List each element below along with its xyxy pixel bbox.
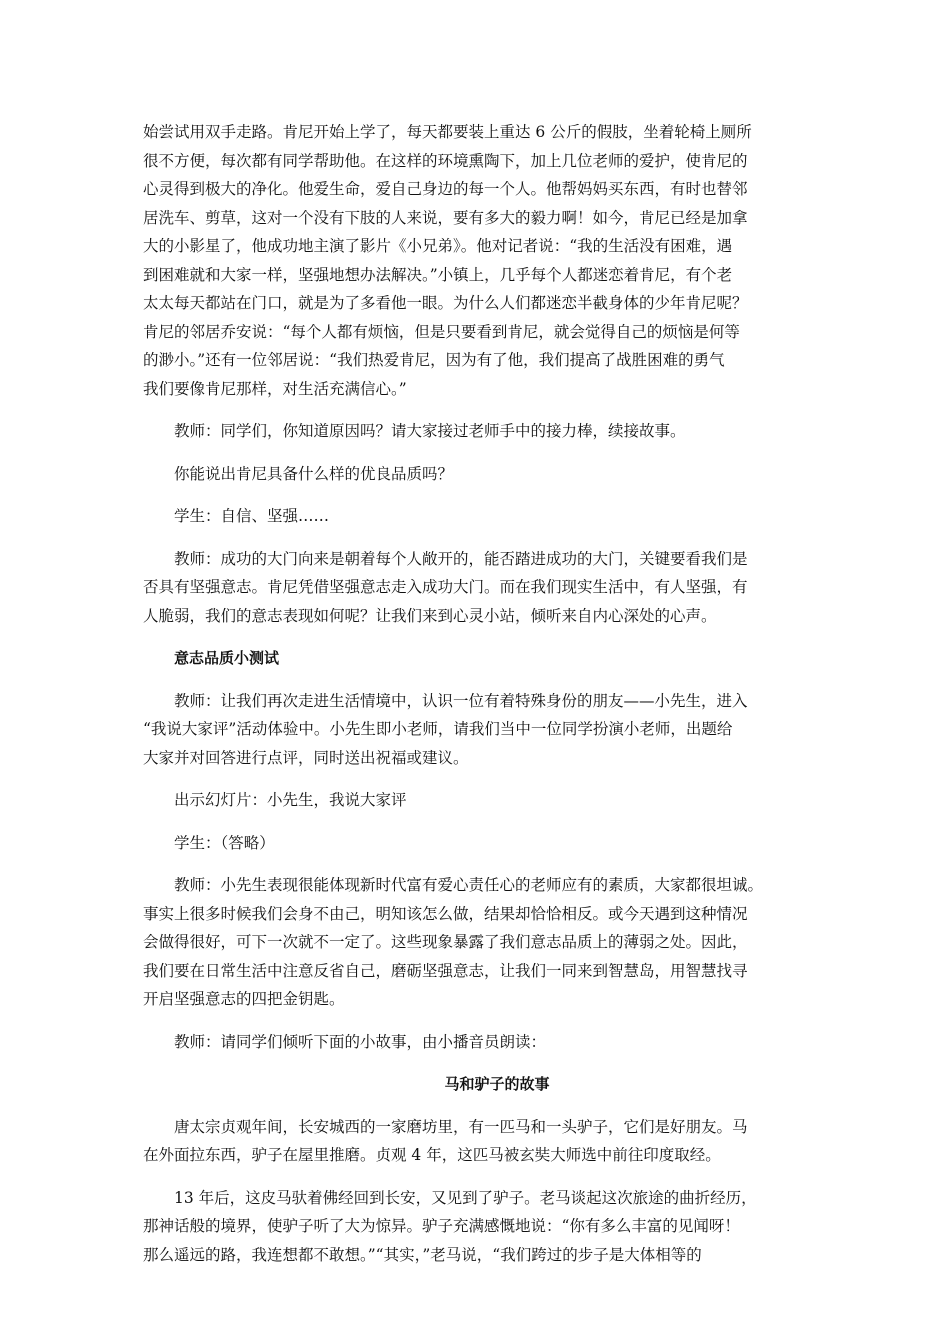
story-paragraph [143,1184,811,1270]
teacher-paragraph [143,871,811,1014]
text-line: 会做得很好，可下一次就不一定了。这些现象暴露了我们意志品质上的薄弱之处。因此， [143,933,748,951]
text-line: 教师：小先生表现很能体现新时代富有爱心责任心的老师应有的素质，大家都很坦诚。 [174,876,764,894]
text-line: 在外面拉东西，驴子在屋里推磨。贞观 4 年，这匹马被玄奘大师选中前往印度取经。 [143,1146,721,1164]
text-line: 那神话般的境界，使驴子听了大为惊异。驴子充满感慨地说：“你有多么丰富的见闻呀！ [143,1217,740,1235]
text-line: 教师：让我们再次走进生活情境中，认识一位有着特殊身份的朋友——小先生，进入 [174,691,748,710]
text-line: 很不方便，每次都有同学帮助他。在这样的环境熏陶下，加上几位老师的爱护，使肯尼的 [143,151,748,170]
text-line: 居洗车、剪草，这对一个没有下肢的人来说，要有多大的毅力啊！如今，肯尼已经是加拿 [143,208,748,227]
text-line: 你能说出肯尼具备什么样的优良品质吗？ [174,464,454,483]
text-line: 开启坚强意志的四把金钥匙。 [143,990,345,1008]
document-body [143,118,811,1283]
story-title-text: 马和驴子的故事 [444,1075,550,1093]
text-line: 唐太宗贞观年间，长安城西的一家磨坊里，有一匹马和一头驴子，它们是好朋友。马 [174,1117,748,1136]
section-heading [143,644,811,673]
teacher-paragraph [143,687,811,773]
text-line: 否具有坚强意志。肯尼凭借坚强意志走入成功大门。而在我们现实生活中，有人坚强，有 [143,578,748,596]
text-line: 学生：自信、坚强…… [174,507,330,525]
teacher-paragraph [143,545,811,631]
text-line: 教师：同学们，你知道原因吗？请大家接过老师手中的接力棒，续接故事。 [174,422,686,440]
teacher-paragraph [143,1028,811,1057]
text-line: 我们要在日常生活中注意反省自己，磨砺坚强意志，让我们一同来到智慧岛，用智慧找寻 [143,961,748,980]
text-line: 事实上很多时候我们会身不由己，明知该怎么做，结果却恰恰相反。或今天遇到这种情况 [143,904,748,923]
section-heading-text: 意志品质小测试 [174,649,280,667]
teacher-paragraph [143,417,811,446]
text-line: 的渺小。”还有一位邻居说：“我们热爱肯尼，因为有了他，我们提高了战胜困难的勇气 [143,351,725,369]
text-line: 始尝试用双手走路。肯尼开始上学了，每天都要装上重达 6 公斤的假肢，坐着轮椅上厕所 [143,123,752,141]
text-line: 学生：（答略） [174,833,275,852]
text-line: 13 年后，这皮马驮着佛经回到长安，又见到了驴子。老马谈起这次旅途的曲折经历， [174,1188,757,1207]
text-line: 我们要像肯尼那样，对生活充满信心。” [143,379,407,398]
text-line: 大的小影星了，他成功地主演了影片《小兄弟》。他对记者说：“我的生活没有困难，遇 [143,237,733,255]
text-line: 人脆弱，我们的意志表现如何呢？让我们来到心灵小站，倾听来自内心深处的心声。 [143,606,717,625]
text-line: 到困难就和大家一样，坚强地想办法解决。”小镇上，几乎每个人都迷恋着肯尼，有个老 [143,265,733,284]
student-paragraph [143,502,811,531]
student-paragraph [143,829,811,858]
question-paragraph [143,460,811,489]
intro-paragraph [143,118,811,403]
text-line: 肯尼的邻居乔安说：“每个人都有烦恼，但是只要看到肯尼，就会觉得自己的烦恼是何等 [143,322,740,341]
text-line: 教师：请同学们倾听下面的小故事，由小播音员朗读： [174,1032,547,1051]
text-line: 出示幻灯片：小先生，我说大家评 [174,791,407,809]
text-line: 那么遥远的路，我连想都不敢想。”“其实，”老马说，“我们跨过的步子是大体相等的 [143,1245,702,1264]
story-title [143,1070,811,1099]
story-paragraph [143,1113,811,1170]
text-line: “我说大家评”活动体验中。小先生即小老师，请我们当中一位同学扮演小老师，出题给 [143,720,733,738]
text-line: 太太每天都站在门口，就是为了多看他一眼。为什么人们都迷恋半截身体的少年肯尼呢？ [143,294,748,312]
text-line: 大家并对回答进行点评，同时送出祝福或建议。 [143,748,469,767]
text-line: 教师：成功的大门向来是朝着每个人敞开的，能否踏进成功的大门，关键要看我们是 [174,549,748,568]
slide-paragraph [143,786,811,815]
text-line: 心灵得到极大的净化。他爱生命，爱自己身边的每一个人。他帮妈妈买东西，有时也替邻 [143,180,748,198]
